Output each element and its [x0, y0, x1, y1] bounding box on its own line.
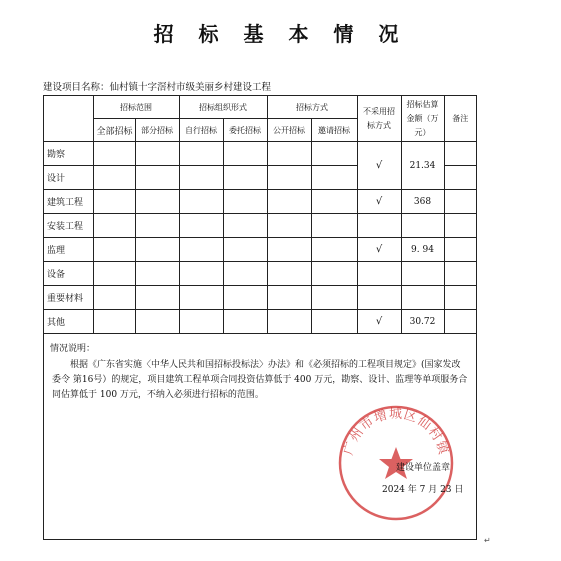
row-label: 设计 — [44, 166, 93, 190]
table-row — [44, 214, 476, 238]
table-row — [44, 286, 476, 310]
tick-cell: √ — [357, 238, 401, 262]
subheader-entrusted: 委托招标 — [223, 119, 267, 142]
header-remark: 备注 — [444, 96, 476, 142]
header-not-adopted: 不采用招标方式 — [357, 96, 401, 142]
subheader-full: 全部招标 — [93, 119, 135, 142]
header-scope: 招标范围 — [93, 96, 179, 119]
amount-cell: 368 — [401, 190, 444, 214]
amount-cell — [401, 262, 444, 286]
table-row — [44, 310, 476, 334]
tick-cell — [357, 286, 401, 310]
tick-cell: √ — [357, 190, 401, 214]
row-label: 建筑工程 — [44, 190, 93, 214]
table-row — [44, 142, 476, 166]
table-row — [44, 262, 476, 286]
row-label: 设备 — [44, 262, 93, 286]
sign-date: 2024 年 7 月 23 日 — [382, 485, 464, 495]
row-label: 监理 — [44, 238, 93, 262]
notes-body: 根据《广东省实施〈中华人民共和国招标投标法〉办法》和《必须招标的工程项目规定》(国家发改委令 第16号）的规定，项目建筑工程单项合同投资估算低于 400 万元，勘察、设计、监理等单项服务合同估算低于 100 万元，不纳入必须进行招标的范围。 — [52, 360, 468, 400]
row-label: 重要材料 — [44, 286, 93, 310]
row-label: 勘察 — [44, 142, 93, 166]
tick-cell — [357, 262, 401, 286]
tick-cell — [357, 214, 401, 238]
notes-title: 情况说明： — [50, 344, 96, 354]
tick-cell: √ — [357, 142, 401, 190]
table-row — [44, 190, 476, 214]
amount-cell — [401, 214, 444, 238]
header-estimate: 招标估算金额（万元） — [401, 96, 444, 142]
header-method: 招标方式 — [267, 96, 357, 119]
tick-cell: √ — [357, 310, 401, 334]
project-name: 建设项目名称：仙村镇十字滘村市级美丽乡村建设工程 — [43, 82, 272, 93]
header-org: 招标组织形式 — [179, 96, 267, 119]
subheader-partial: 部分招标 — [135, 119, 179, 142]
row-label: 其他 — [44, 310, 93, 334]
paragraph-mark: ↵ — [484, 536, 491, 545]
header-blank — [44, 96, 93, 142]
notes-section — [44, 341, 476, 403]
table-row — [44, 238, 476, 262]
signer-label: 建设单位盖章 — [396, 463, 451, 473]
page-title: 招 标 基 本 情 况 — [153, 22, 408, 46]
subheader-invited: 邀请招标 — [311, 119, 357, 142]
subheader-self: 自行招标 — [179, 119, 223, 142]
amount-cell — [401, 286, 444, 310]
row-label: 安装工程 — [44, 214, 93, 238]
amount-cell: 30.72 — [401, 310, 444, 334]
tender-table — [44, 96, 476, 334]
amount-cell: 9. 94 — [401, 238, 444, 262]
amount-cell: 21.34 — [401, 142, 444, 190]
seal-text: 广州市增城区仙村镇 — [341, 406, 451, 458]
subheader-open: 公开招标 — [267, 119, 311, 142]
